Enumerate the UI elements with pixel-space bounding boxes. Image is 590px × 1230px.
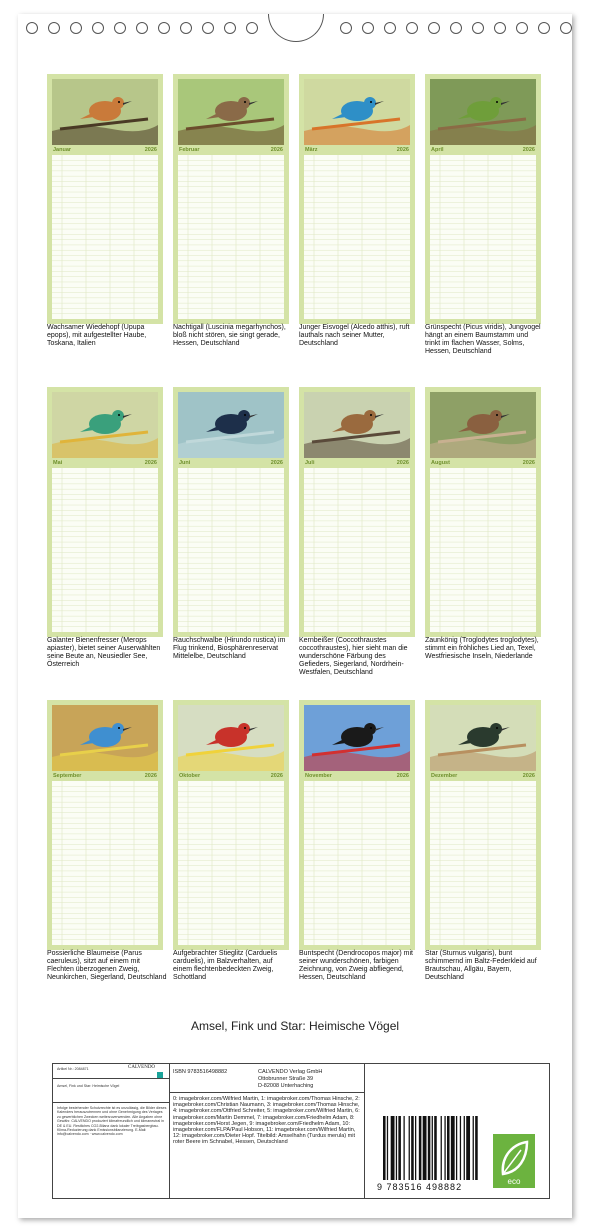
eco-badge bbox=[493, 1134, 535, 1188]
month-header bbox=[178, 459, 284, 467]
month-name: März bbox=[305, 147, 318, 153]
binding-hole bbox=[428, 22, 440, 34]
binding-hole bbox=[180, 22, 192, 34]
month-year: 2026 bbox=[522, 147, 535, 153]
month-caption: Galanter Bienenfresser (Merops apiaster), bietet seiner Auserwählten seine Beute an, Neusiedler See, Österreich bbox=[47, 637, 161, 668]
bird-photo bbox=[304, 392, 410, 458]
month-year: 2026 bbox=[270, 460, 283, 466]
day-grid bbox=[430, 781, 536, 945]
month-card-1 bbox=[47, 74, 163, 324]
bird-photo bbox=[178, 392, 284, 458]
month-year: 2026 bbox=[144, 147, 157, 153]
month-year: 2026 bbox=[144, 460, 157, 466]
month-year: 2026 bbox=[522, 460, 535, 466]
month-name: Juni bbox=[179, 460, 191, 466]
binding-hole bbox=[384, 22, 396, 34]
binding-hole bbox=[246, 22, 258, 34]
imprint-box bbox=[52, 1063, 550, 1199]
month-card-8 bbox=[425, 387, 541, 637]
month-card-7 bbox=[299, 387, 415, 637]
month-card-4 bbox=[425, 74, 541, 324]
day-grid bbox=[178, 155, 284, 319]
bird-photo bbox=[430, 392, 536, 458]
imprint-title: Amsel, Fink und Star: Heimische Vögel bbox=[57, 1084, 120, 1088]
month-year: 2026 bbox=[396, 147, 409, 153]
month-caption: Buntspecht (Dendrocopos major) mit seiner wunderschönen, farbigen Zeichnung, von Zweig abfliegend, Hessen, Deutschland bbox=[299, 950, 413, 981]
month-name: Januar bbox=[53, 147, 72, 153]
month-header bbox=[52, 772, 158, 780]
month-name: Mai bbox=[53, 460, 63, 466]
month-card-6 bbox=[173, 387, 289, 637]
month-year: 2026 bbox=[522, 773, 535, 779]
eco-label: eco bbox=[507, 1177, 521, 1186]
article-number: Artikel Nr.: 2084871 bbox=[57, 1067, 89, 1071]
binding-hole bbox=[516, 22, 528, 34]
month-year: 2026 bbox=[270, 147, 283, 153]
day-grid bbox=[430, 468, 536, 632]
month-card-5 bbox=[47, 387, 163, 637]
bird-photo bbox=[178, 705, 284, 771]
binding-hole bbox=[158, 22, 170, 34]
month-card-9 bbox=[47, 700, 163, 950]
month-name: April bbox=[431, 147, 444, 153]
bird-photo bbox=[52, 392, 158, 458]
month-caption: Rauchschwalbe (Hirundo rustica) im Flug trinkend, Biosphärenreservat Mittelelbe, Deutschland bbox=[173, 637, 286, 660]
month-header bbox=[52, 146, 158, 154]
month-name: Dezember bbox=[431, 773, 458, 779]
binding-hole bbox=[450, 22, 462, 34]
month-card-3 bbox=[299, 74, 415, 324]
month-caption: Kernbeißer (Coccothraustes coccothraustes), hier sieht man die wunderschöne Färbung des Gefieders, Siegerland, Nordrhein-Westfalen, Deutschland bbox=[299, 637, 408, 676]
bird-photo bbox=[430, 79, 536, 145]
month-card-12 bbox=[425, 700, 541, 950]
binding-hole bbox=[92, 22, 104, 34]
binding-hole bbox=[340, 22, 352, 34]
month-header bbox=[304, 459, 410, 467]
month-caption: Aufgebrachter Stieglitz (Carduelis carduelis), im Balzverhalten, auf einem flechtenbedeckten Zweig, Schottland bbox=[173, 950, 278, 981]
day-grid bbox=[52, 155, 158, 319]
month-card-2 bbox=[173, 74, 289, 324]
binding-hole bbox=[48, 22, 60, 34]
imprint-right bbox=[365, 1064, 549, 1198]
bird-photo bbox=[178, 79, 284, 145]
month-caption: Wachsamer Wiedehopf (Upupa epops), mit aufgestellter Haube, Toskana, Italien bbox=[47, 324, 147, 347]
month-caption: Possierliche Blaumeise (Parus caeruleus), sitzt auf einem mit Flechten überzogenen Zweig, Neunkirchen, Siegerland, Deutschland bbox=[47, 950, 167, 981]
bird-photo bbox=[52, 79, 158, 145]
day-grid bbox=[304, 781, 410, 945]
publisher-street: Ottobrunner Straße 39 bbox=[258, 1076, 314, 1082]
binding-hole bbox=[472, 22, 484, 34]
month-header bbox=[430, 459, 536, 467]
binding-hole bbox=[494, 22, 506, 34]
month-caption: Zaunkönig (Troglodytes troglodytes), stimmt ein fröhliches Lied an, Texel, Westfriesische Inseln, Niederlande bbox=[425, 637, 539, 660]
barcode bbox=[383, 1116, 479, 1180]
leaf-icon bbox=[493, 1134, 535, 1188]
binding-hole bbox=[538, 22, 550, 34]
day-grid bbox=[430, 155, 536, 319]
month-year: 2026 bbox=[396, 460, 409, 466]
day-grid bbox=[304, 468, 410, 632]
bird-photo bbox=[430, 705, 536, 771]
publisher-name: CALVENDO Verlag GmbH bbox=[258, 1069, 323, 1075]
month-header bbox=[304, 772, 410, 780]
bird-photo bbox=[304, 79, 410, 145]
day-grid bbox=[52, 468, 158, 632]
day-grid bbox=[52, 781, 158, 945]
month-name: September bbox=[53, 773, 82, 779]
binding-hole bbox=[362, 22, 374, 34]
month-card-10 bbox=[173, 700, 289, 950]
binding-hole bbox=[406, 22, 418, 34]
month-header bbox=[178, 146, 284, 154]
imprint-middle bbox=[170, 1064, 365, 1198]
bird-photo bbox=[304, 705, 410, 771]
binding-hole bbox=[224, 22, 236, 34]
month-caption: Junger Eisvogel (Alcedo atthis), ruft lauthals nach seiner Mutter, Deutschland bbox=[299, 324, 410, 347]
calendar-title: Amsel, Fink und Star: Heimische Vögel bbox=[190, 1019, 400, 1033]
month-header bbox=[304, 146, 410, 154]
month-name: August bbox=[431, 460, 450, 466]
isbn: ISBN 9783516498882 bbox=[173, 1069, 228, 1075]
month-name: November bbox=[305, 773, 332, 779]
month-year: 2026 bbox=[396, 773, 409, 779]
month-card-11 bbox=[299, 700, 415, 950]
month-year: 2026 bbox=[270, 773, 283, 779]
binding-hole bbox=[114, 22, 126, 34]
calvendo-logo: CALVENDO bbox=[128, 1065, 156, 1070]
binding-hole bbox=[136, 22, 148, 34]
month-year: 2026 bbox=[144, 773, 157, 779]
bird-photo bbox=[52, 705, 158, 771]
month-name: Februar bbox=[179, 147, 200, 153]
photo-credits: 0: imagebroker.com/Wilfried Martin, 1: imagebroker.com/Thomas Hinsche, 2: imagebroker.com/Christian Naumann, 3: imagebroker.com/Thomas Hinsche, 4: imagebroker.com/Ottfried Schreiter, 5: imagebroker.com/Wilfried Martin, 6: imagebroker.com/Martin Demmel, 7: imagebroker.com/Friedhelm Adam, 8: imagebroker.com/Horst Jegen, 9: imagebroker.com/Friedhelm Adam, 10: imagebroker.com/FLPA/Paul Hobson, 11: imagebroker.com/Wilfried Martin, 12: imagebroker.com/Dieter Hopf. Titelbild: Amselhahn (Turdus merula) mit roter Beere im Schnabel, Hessen, Deutschland bbox=[173, 1096, 360, 1146]
binding-hole bbox=[202, 22, 214, 34]
imprint-left bbox=[53, 1064, 170, 1198]
publisher-city: D-82008 Unterhaching bbox=[258, 1083, 314, 1089]
month-caption: Star (Sturnus vulgaris), bunt schimmernd im Baltz-Federkleid auf Brautschau, Allgäu, Bayern, Deutschland bbox=[425, 950, 537, 981]
barcode-number: 9 783516 498882 bbox=[377, 1182, 463, 1192]
day-grid bbox=[178, 781, 284, 945]
month-caption: Nachtigall (Luscinia megarhynchos), bloß nicht stören, sie singt gerade, Hessen, Deutschland bbox=[173, 324, 286, 347]
month-name: Juli bbox=[305, 460, 315, 466]
month-header bbox=[430, 146, 536, 154]
binding-hole bbox=[70, 22, 82, 34]
month-caption: Grünspecht (Picus viridis), Jungvogel hängt an einem Baumstamm und trinkt im flachen Wasser, Solms, Hessen, Deutschland bbox=[425, 324, 541, 355]
month-header bbox=[178, 772, 284, 780]
month-header bbox=[430, 772, 536, 780]
day-grid bbox=[178, 468, 284, 632]
binding-hole bbox=[26, 22, 38, 34]
day-grid bbox=[304, 155, 410, 319]
binding-hole bbox=[560, 22, 572, 34]
month-name: Oktober bbox=[179, 773, 201, 779]
month-header bbox=[52, 459, 158, 467]
legal-notice: Infolge bestehender Schutzrechte ist es unzulässig, die Bilder dieses Kalenders herauszutrennen und ohne Genehmigung des Verlages zu gewerblichen Zwecken weiterzuverwenden. Alle Angaben ohne Gewähr. CALVENDO produziert klimafreundlich und klimaneutral in DE & EU. Restliches CO2-Bilanz dank lokaler Treibgasbergbau. Klima-Reduzierung dank Emissionsbilanzierung. E-Mail: info@calvendo.com · www.calvendo.com bbox=[57, 1106, 167, 1137]
